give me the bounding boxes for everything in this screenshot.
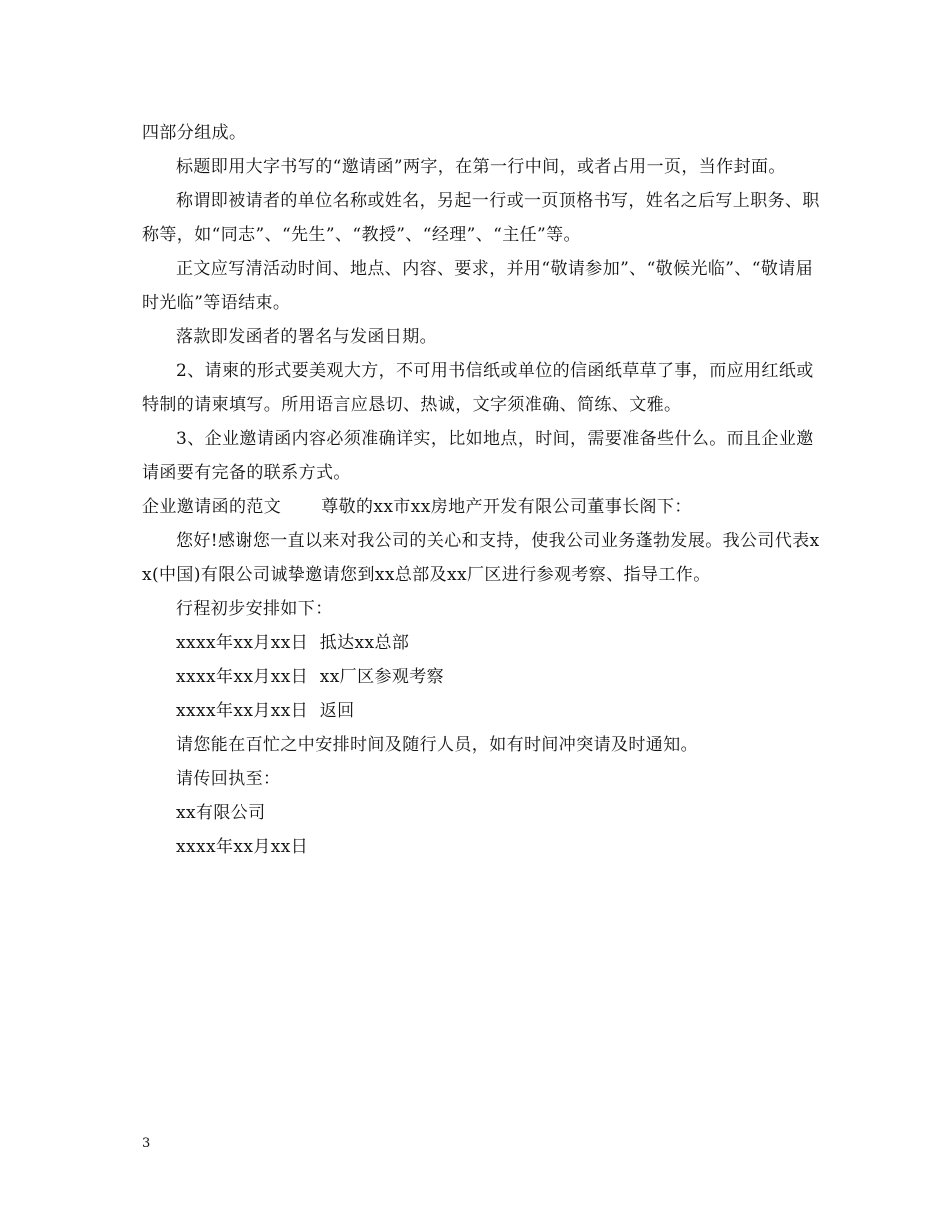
document-body [142,116,827,864]
paragraph-signature-rule: 落款即发函者的署名与发函日期。 [176,327,437,347]
paragraph-continuation: 四部分组成。 [142,123,247,143]
paragraph-title-rule: 标题即用大字书写的“邀请函”两字，在第一行中间，或者占用一页，当作封面。 [176,157,786,177]
sample-salutation: 尊敬的xx市xx房地产开发有限公司董事长阁下： [321,497,692,517]
itinerary-item-return: xxxx年xx月xx日 返回 [176,701,355,721]
sample-heading-line [142,490,827,524]
itinerary-item-arrival: xxxx年xx月xx日 抵达xx总部 [176,633,410,653]
paragraph-content-rule: 3、企业邀请函内容必须准确详实，比如地点，时间，需要准备些什么。而且企业邀请函要有完备的联系方式。 [142,429,814,483]
sample-reply-to: 请传回执至： [176,769,281,789]
itinerary-title: 行程初步安排如下： [176,599,333,619]
sample-request: 请您能在百忙之中安排时间及随行人员，如有时间冲突请及时通知。 [176,735,698,755]
sample-date: xxxx年xx月xx日 [176,837,309,857]
sample-greeting: 您好!感谢您一直以来对我公司的关心和支持，使我公司业务蓬勃发展。我公司代表xx(中国)有限公司诚挚邀请您到xx总部及xx厂区进行参观考察、指导工作。 [142,531,820,585]
paragraph-body-rule: 正文应写清活动时间、地点、内容、要求，并用“敬请参加”、“敬候光临”、“敬请届时光临”等语结束。 [142,259,814,313]
page-number: 3 [142,1136,151,1151]
sample-heading: 企业邀请函的范文 [142,497,282,517]
sample-company: xx有限公司 [176,803,266,823]
paragraph-salutation-rule: 称谓即被请者的单位名称或姓名，另起一行或一页顶格书写，姓名之后写上职务、职称等，如“同志”、“先生”、“教授”、“经理”、“主任”等。 [142,191,820,245]
itinerary-item-visit: xxxx年xx月xx日 xx厂区参观考察 [176,667,445,687]
paragraph-format-rule: 2、请柬的形式要美观大方，不可用书信纸或单位的信函纸草草了事，而应用红纸或特制的请柬填写。所用语言应恳切、热诚，文字须准确、简练、文雅。 [142,361,814,415]
